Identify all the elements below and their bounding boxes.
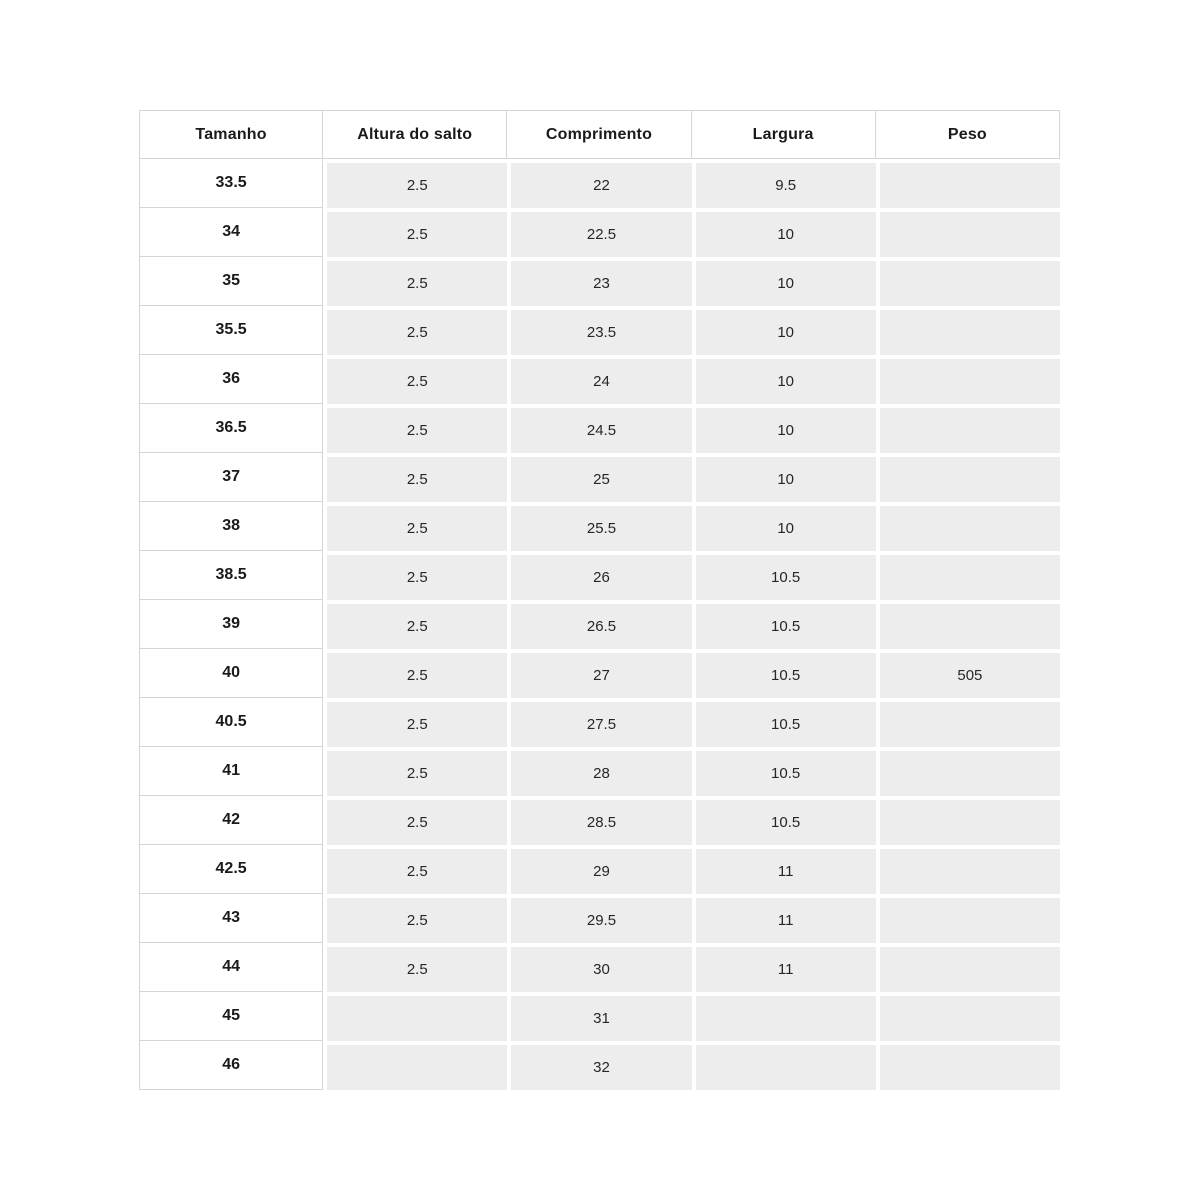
value-cell: 28.5 xyxy=(507,796,691,845)
value-cell xyxy=(876,551,1060,600)
value-cell: 26 xyxy=(507,551,691,600)
value-cell: 10.5 xyxy=(692,551,876,600)
size-chart xyxy=(139,110,1060,1090)
size-cell: 43 xyxy=(139,894,323,943)
value-cell: 10.5 xyxy=(692,796,876,845)
size-cell: 33.5 xyxy=(139,159,323,208)
size-cell: 41 xyxy=(139,747,323,796)
size-chart-body xyxy=(139,159,1060,1090)
value-cell: 25 xyxy=(507,453,691,502)
value-cell: 11 xyxy=(692,894,876,943)
size-cell: 42 xyxy=(139,796,323,845)
table-row xyxy=(139,551,1060,600)
value-cell: 10 xyxy=(692,453,876,502)
table-row xyxy=(139,796,1060,845)
value-cell: 505 xyxy=(876,649,1060,698)
value-cell: 10 xyxy=(692,257,876,306)
value-cell: 2.5 xyxy=(323,845,507,894)
value-cell xyxy=(876,502,1060,551)
table-row xyxy=(139,1041,1060,1090)
value-cell: 27 xyxy=(507,649,691,698)
value-cell: 2.5 xyxy=(323,600,507,649)
value-cell xyxy=(876,747,1060,796)
value-cell: 2.5 xyxy=(323,796,507,845)
table-row xyxy=(139,502,1060,551)
value-cell: 11 xyxy=(692,845,876,894)
value-cell: 2.5 xyxy=(323,404,507,453)
value-cell: 2.5 xyxy=(323,551,507,600)
table-row xyxy=(139,453,1060,502)
value-cell: 29.5 xyxy=(507,894,691,943)
value-cell: 2.5 xyxy=(323,894,507,943)
value-cell: 30 xyxy=(507,943,691,992)
size-cell: 42.5 xyxy=(139,845,323,894)
value-cell xyxy=(876,306,1060,355)
value-cell: 27.5 xyxy=(507,698,691,747)
value-cell: 10 xyxy=(692,306,876,355)
table-row xyxy=(139,649,1060,698)
value-cell: 2.5 xyxy=(323,453,507,502)
value-cell xyxy=(876,943,1060,992)
value-cell: 2.5 xyxy=(323,747,507,796)
value-cell xyxy=(876,796,1060,845)
value-cell xyxy=(692,1041,876,1090)
value-cell: 10 xyxy=(692,355,876,404)
value-cell xyxy=(876,257,1060,306)
value-cell: 32 xyxy=(507,1041,691,1090)
table-row xyxy=(139,404,1060,453)
value-cell xyxy=(876,159,1060,208)
value-cell xyxy=(323,1041,507,1090)
size-cell: 45 xyxy=(139,992,323,1041)
size-cell: 38 xyxy=(139,502,323,551)
size-cell: 36 xyxy=(139,355,323,404)
size-cell: 44 xyxy=(139,943,323,992)
value-cell: 10 xyxy=(692,208,876,257)
value-cell xyxy=(876,600,1060,649)
value-cell: 10 xyxy=(692,404,876,453)
column-header-tamanho: Tamanho xyxy=(139,110,323,159)
size-cell: 40.5 xyxy=(139,698,323,747)
size-cell: 35.5 xyxy=(139,306,323,355)
value-cell: 2.5 xyxy=(323,208,507,257)
size-chart-table xyxy=(139,110,1060,1090)
size-cell: 39 xyxy=(139,600,323,649)
size-cell: 40 xyxy=(139,649,323,698)
value-cell: 31 xyxy=(507,992,691,1041)
value-cell: 10 xyxy=(692,502,876,551)
value-cell xyxy=(876,355,1060,404)
size-cell: 37 xyxy=(139,453,323,502)
table-row xyxy=(139,600,1060,649)
size-cell: 35 xyxy=(139,257,323,306)
value-cell: 22 xyxy=(507,159,691,208)
value-cell: 24.5 xyxy=(507,404,691,453)
table-row xyxy=(139,845,1060,894)
size-cell: 34 xyxy=(139,208,323,257)
column-header-altura-do-salto: Altura do salto xyxy=(323,110,507,159)
table-row xyxy=(139,208,1060,257)
value-cell xyxy=(876,1041,1060,1090)
value-cell: 10.5 xyxy=(692,649,876,698)
value-cell xyxy=(876,404,1060,453)
size-cell: 38.5 xyxy=(139,551,323,600)
value-cell: 11 xyxy=(692,943,876,992)
size-chart-header xyxy=(139,110,1060,159)
value-cell: 2.5 xyxy=(323,257,507,306)
column-header-comprimento: Comprimento xyxy=(507,110,691,159)
value-cell xyxy=(323,992,507,1041)
value-cell xyxy=(876,894,1060,943)
value-cell: 23.5 xyxy=(507,306,691,355)
value-cell: 2.5 xyxy=(323,698,507,747)
value-cell: 10.5 xyxy=(692,698,876,747)
column-header-largura: Largura xyxy=(692,110,876,159)
table-row xyxy=(139,943,1060,992)
size-cell: 46 xyxy=(139,1041,323,1090)
table-row xyxy=(139,894,1060,943)
value-cell: 28 xyxy=(507,747,691,796)
header-row xyxy=(139,110,1060,159)
table-row xyxy=(139,747,1060,796)
value-cell: 23 xyxy=(507,257,691,306)
value-cell xyxy=(876,208,1060,257)
value-cell xyxy=(876,992,1060,1041)
table-row xyxy=(139,992,1060,1041)
value-cell: 10.5 xyxy=(692,600,876,649)
table-row xyxy=(139,306,1060,355)
column-header-peso: Peso xyxy=(876,110,1060,159)
value-cell xyxy=(692,992,876,1041)
table-row xyxy=(139,257,1060,306)
value-cell xyxy=(876,453,1060,502)
value-cell: 2.5 xyxy=(323,502,507,551)
value-cell: 9.5 xyxy=(692,159,876,208)
value-cell: 2.5 xyxy=(323,943,507,992)
table-row xyxy=(139,698,1060,747)
value-cell: 10.5 xyxy=(692,747,876,796)
table-row xyxy=(139,355,1060,404)
value-cell: 2.5 xyxy=(323,159,507,208)
value-cell: 2.5 xyxy=(323,306,507,355)
value-cell: 24 xyxy=(507,355,691,404)
value-cell xyxy=(876,698,1060,747)
value-cell: 26.5 xyxy=(507,600,691,649)
value-cell xyxy=(876,845,1060,894)
value-cell: 29 xyxy=(507,845,691,894)
value-cell: 25.5 xyxy=(507,502,691,551)
value-cell: 22.5 xyxy=(507,208,691,257)
size-cell: 36.5 xyxy=(139,404,323,453)
value-cell: 2.5 xyxy=(323,355,507,404)
value-cell: 2.5 xyxy=(323,649,507,698)
table-row xyxy=(139,159,1060,208)
